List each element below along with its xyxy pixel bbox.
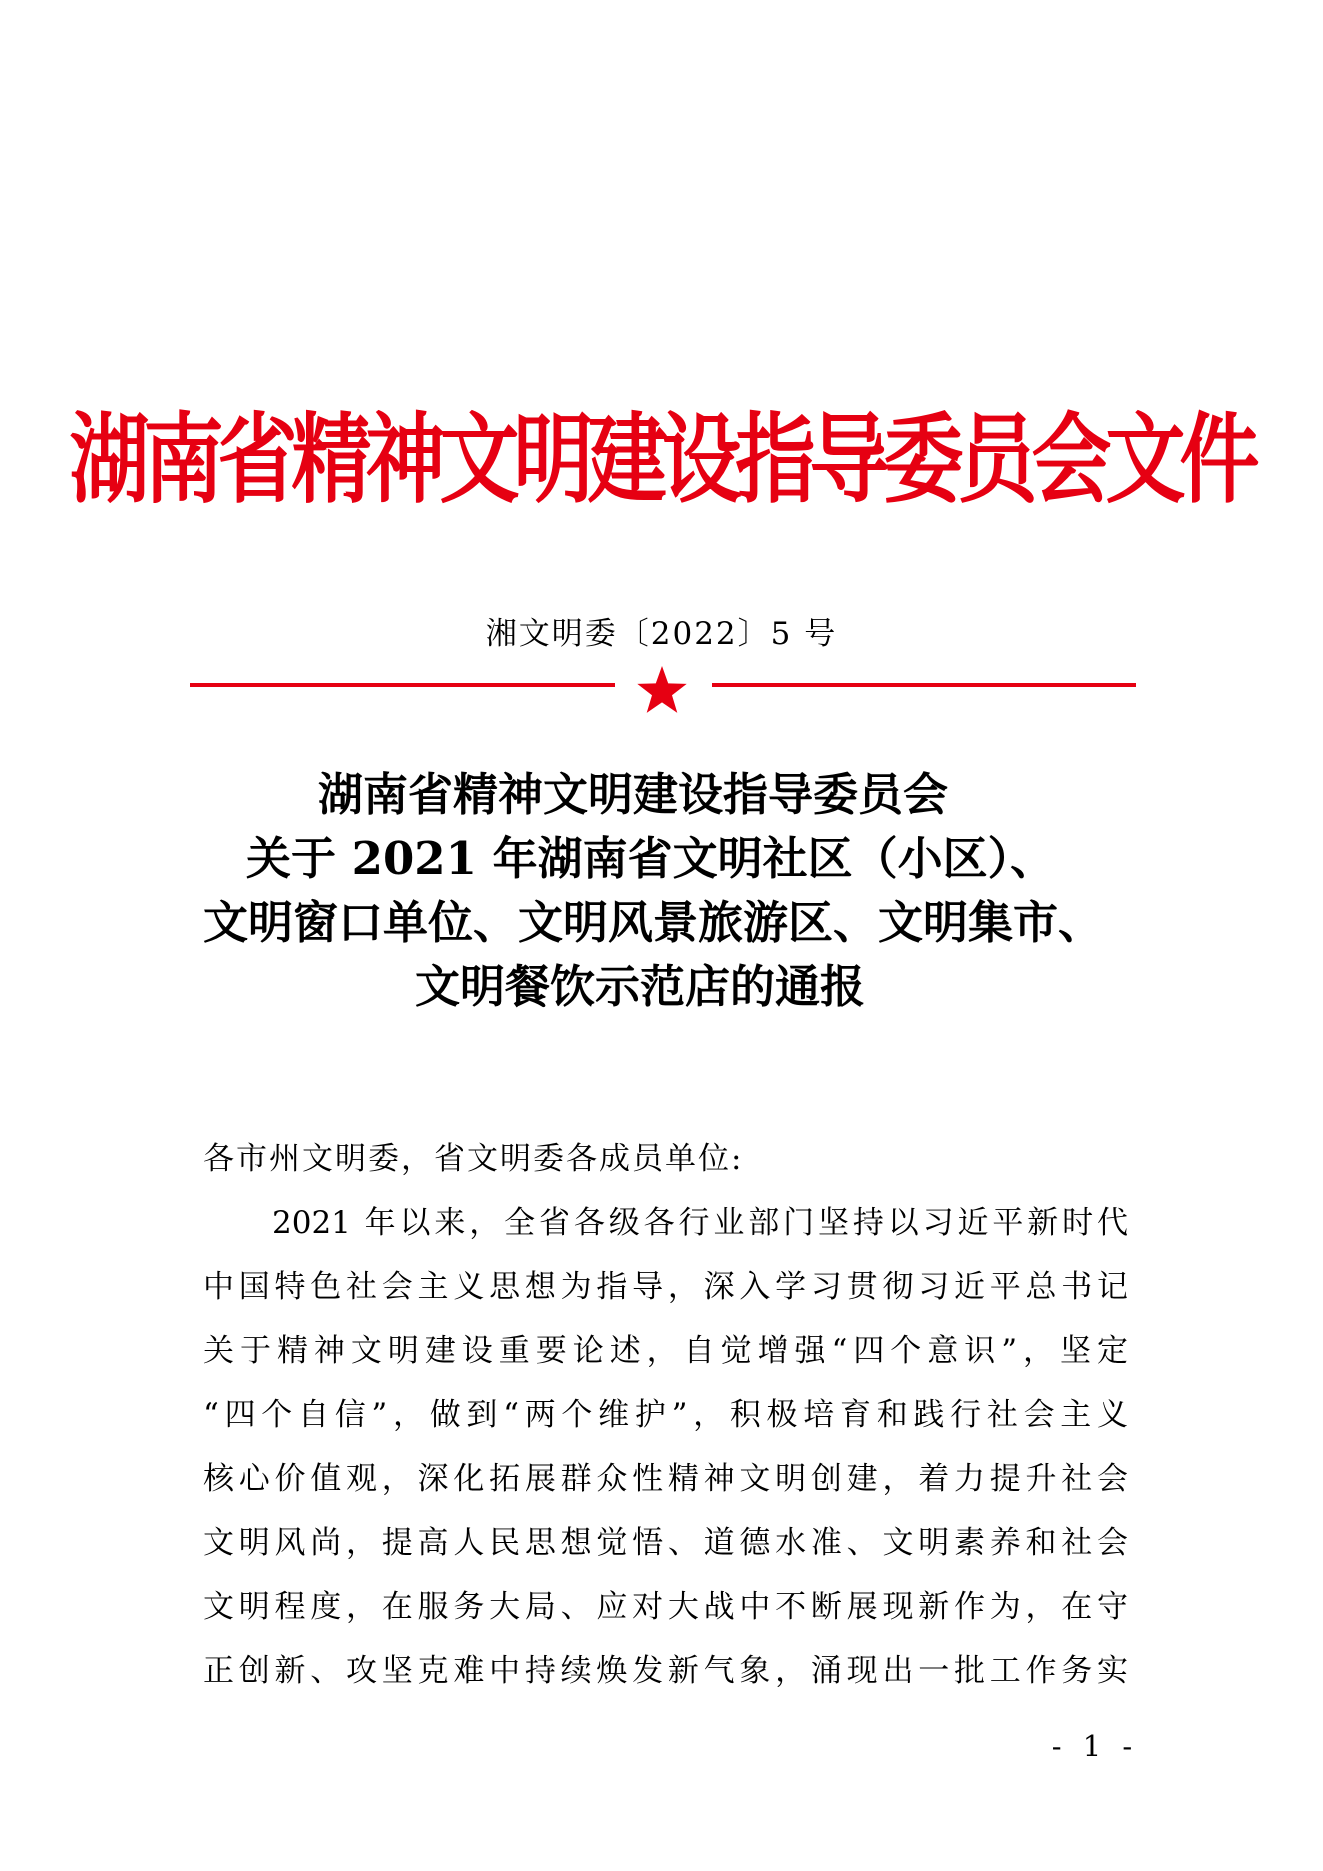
red-star-icon xyxy=(636,665,688,715)
title-line-3: 文明窗口单位、文明风景旅游区、文明集市、 xyxy=(203,896,1104,949)
body-line: “四个自信”，做到“两个维护”，积极培育和践行社会主义 xyxy=(203,1397,1128,1433)
body-line: 正创新、攻坚克难中持续焕发新气象，涌现出一批工作务实 xyxy=(203,1653,1128,1689)
red-divider-right xyxy=(712,683,1136,687)
body-line: 文明风尚，提高人民思想觉悟、道德水准、文明素养和社会 xyxy=(203,1525,1128,1561)
title-line-4: 文明餐饮示范店的通报 xyxy=(415,960,866,1013)
page-number: - 1 - xyxy=(1051,1729,1139,1763)
body-line: 文明程度，在服务大局、应对大战中不断展现新作为，在守 xyxy=(203,1589,1128,1625)
red-divider-left xyxy=(190,683,615,687)
document-number: 湘文明委〔2022〕5 号 xyxy=(485,616,838,652)
body-line: 核心价值观，深化拓展群众性精神文明创建，着力提升社会 xyxy=(203,1461,1128,1497)
star-shape xyxy=(637,666,686,713)
body-line: 关于精神文明建设重要论述，自觉增强“四个意识”，坚定 xyxy=(203,1333,1128,1369)
body-line: 中国特色社会主义思想为指导，深入学习贯彻习近平总书记 xyxy=(203,1269,1128,1305)
body-line: 2021 年以来，全省各级各行业部门坚持以习近平新时代 xyxy=(272,1205,1128,1241)
title-line-1: 湖南省精神文明建设指导委员会 xyxy=(318,768,949,821)
notice-title xyxy=(0,763,1323,1019)
issuer-header-title: 湖南省精神文明建设指导委员会文件 xyxy=(69,401,1254,517)
salutation: 各市州文明委，省文明委各成员单位: xyxy=(203,1141,744,1177)
title-line-2: 关于 2021 年湖南省文明社区（小区）、 xyxy=(246,832,1056,885)
